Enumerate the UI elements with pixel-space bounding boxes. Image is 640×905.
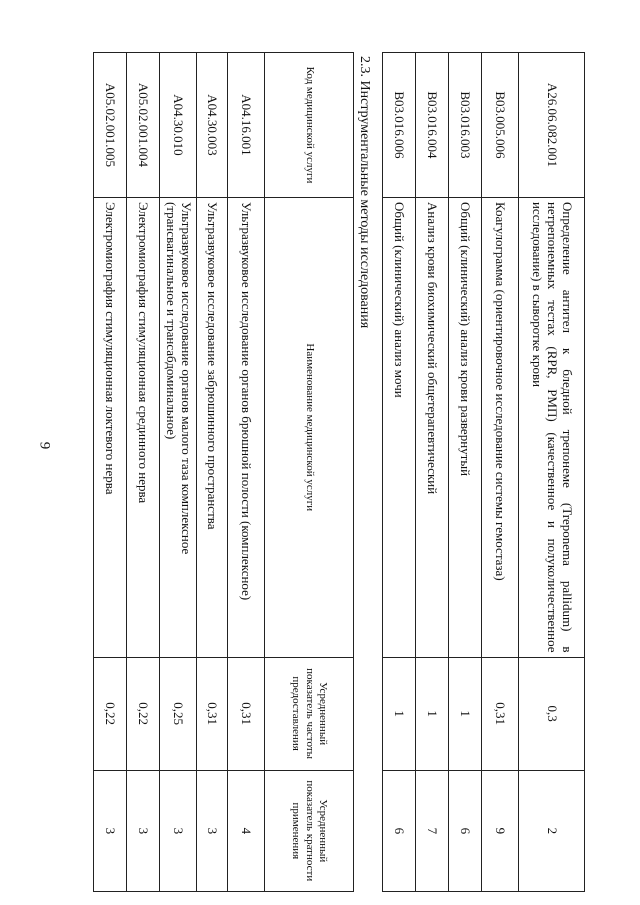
- frequency-value: 1: [383, 657, 416, 770]
- service-code: A04.16.001: [228, 53, 265, 198]
- service-code: B03.016.003: [449, 53, 482, 198]
- frequency-value: 0,31: [482, 657, 519, 770]
- multiplicity-value: 6: [383, 770, 416, 891]
- multiplicity-value: 2: [519, 770, 585, 891]
- service-code: B03.016.004: [416, 53, 449, 198]
- frequency-value: 0,31: [197, 657, 228, 770]
- service-name: Ультразвуковое исследование органов брюшной полости (комплексное): [228, 197, 265, 657]
- table-row: [228, 53, 265, 892]
- table-row: [127, 53, 160, 892]
- multiplicity-value: 3: [94, 770, 127, 891]
- header-multiplicity: Усредненный показатель кратности применения: [265, 770, 354, 891]
- frequency-value: 1: [416, 657, 449, 770]
- multiplicity-value: 6: [449, 770, 482, 891]
- service-code: A26.06.082.001: [519, 53, 585, 198]
- multiplicity-value: 7: [416, 770, 449, 891]
- rotated-page-content: [0, 52, 585, 892]
- table-row: [197, 53, 228, 892]
- frequency-value: 0,22: [94, 657, 127, 770]
- table-row: [94, 53, 127, 892]
- section-heading: [354, 52, 382, 892]
- header-frequency: Усредненный показатель частоты предоставления: [265, 657, 354, 770]
- multiplicity-value: 3: [127, 770, 160, 891]
- service-name: Электромиография стимуляционная локтевого нерва: [94, 197, 127, 657]
- frequency-value: 1: [449, 657, 482, 770]
- frequency-value: 0,25: [160, 657, 197, 770]
- table-header-row: [265, 53, 354, 892]
- lab-tests-table: [382, 52, 585, 892]
- table-row: [519, 53, 585, 892]
- frequency-value: 0,3: [519, 657, 585, 770]
- table-row: [482, 53, 519, 892]
- table-row: [416, 53, 449, 892]
- table-row: [160, 53, 197, 892]
- frequency-value: 0,31: [228, 657, 265, 770]
- multiplicity-value: 4: [228, 770, 265, 891]
- multiplicity-value: 3: [197, 770, 228, 891]
- service-code: B03.016.006: [383, 53, 416, 198]
- multiplicity-value: 3: [160, 770, 197, 891]
- header-code: Код медицинской услуги: [265, 53, 354, 198]
- service-name: Определение антител к бледной трепонеме (Treponema pallidum) в нетрепонемных тестах (RPR, РМП) (качественное и полуколичественное исследование) в сыворотке крови: [519, 197, 585, 657]
- service-name: Общий (клинический) анализ мочи: [383, 197, 416, 657]
- service-name: Ультразвуковое исследование забрюшинного пространства: [197, 197, 228, 657]
- table-row: [383, 53, 416, 892]
- service-name: Коагулограмма (ориентировочное исследование системы гемостаза): [482, 197, 519, 657]
- service-name: Общий (клинический) анализ крови развернутый: [449, 197, 482, 657]
- service-code: A05.02.001.005: [94, 53, 127, 198]
- service-code: A05.02.001.004: [127, 53, 160, 198]
- section-title: 2.3. Инструментальные методы исследования: [357, 56, 372, 329]
- service-name: Электромиография стимуляционная срединного нерва: [127, 197, 160, 657]
- table-row: [449, 53, 482, 892]
- service-name: Ультразвуковое исследование органов малого таза комплексное (трансвагинальное и трансабдоминальное): [160, 197, 197, 657]
- service-name: Анализ крови биохимический общетерапевтический: [416, 197, 449, 657]
- page-number: 9: [36, 441, 53, 450]
- instrumental-methods-table: [93, 52, 354, 892]
- service-code: B03.005.006: [482, 53, 519, 198]
- service-code: A04.30.003: [197, 53, 228, 198]
- frequency-value: 0,22: [127, 657, 160, 770]
- multiplicity-value: 9: [482, 770, 519, 891]
- header-name: Наименование медицинской услуги: [265, 197, 354, 657]
- service-code: A04.30.010: [160, 53, 197, 198]
